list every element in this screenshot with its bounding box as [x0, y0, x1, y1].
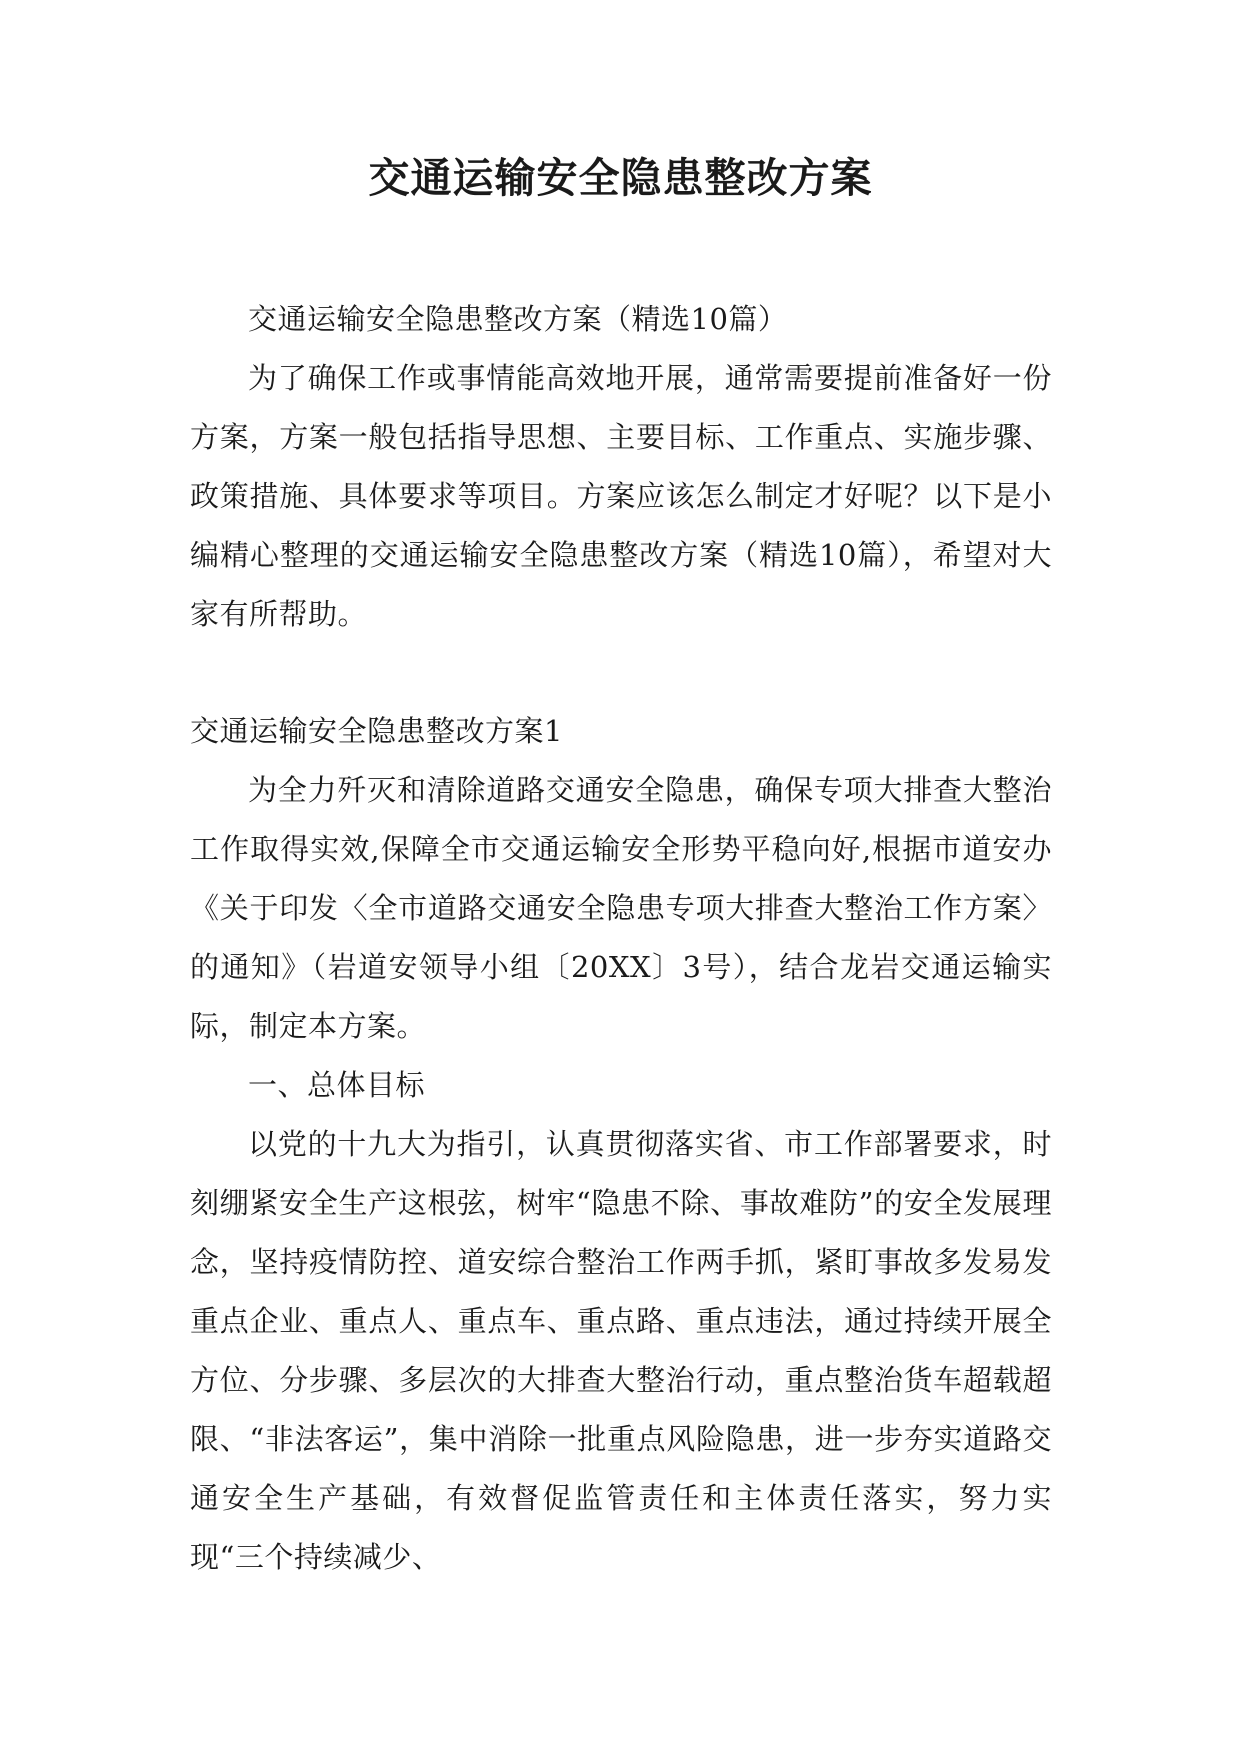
paragraph-gap — [190, 644, 1052, 702]
section-paragraph-2: 以党的十九大为指引，认真贯彻落实省、市工作部署要求，时刻绷紧安全生产这根弦，树牢“隐患不除、事故难防”的安全发展理念，坚持疫情防控、道安综合整治工作两手抓，紧盯事故多发易发重点企业、重点人、重点车、重点路、重点违法，通过持续开展全方位、分步骤、多层次的大排查大整治行动，重点整治货车超载超限、“非法客运”，集中消除一批重点风险隐患，进一步夯实道路交通安全生产基础，有效督促监管责任和主体责任落实，努力实现“三个持续减少、 — [190, 1127, 1052, 1574]
document-body — [190, 290, 1052, 1587]
subtitle-line: 交通运输安全隐患整改方案（精选10篇） — [248, 302, 788, 336]
document-title: 交通运输安全隐患整改方案 — [368, 154, 873, 202]
intro-paragraph: 为了确保工作或事情能高效地开展，通常需要提前准备好一份方案，方案一般包括指导思想、主要目标、工作重点、实施步骤、政策措施、具体要求等项目。方案应该怎么制定才好呢？以下是小编精心整理的交通运输安全隐患整改方案（精选10篇），希望对大家有所帮助。 — [190, 361, 1052, 631]
section-subheading: 一、总体目标 — [248, 1068, 426, 1102]
section-paragraph-1: 为全力歼灭和清除道路交通安全隐患，确保专项大排查大整治工作取得实效,保障全市交通运输安全形势平稳向好,根据市道安办《关于印发〈全市道路交通安全隐患专项大排查大整治工作方案〉的通知》（岩道安领导小组〔20XX〕3号），结合龙岩交通运输实际，制定本方案。 — [190, 773, 1052, 1043]
section-heading: 交通运输安全隐患整改方案1 — [190, 714, 563, 748]
